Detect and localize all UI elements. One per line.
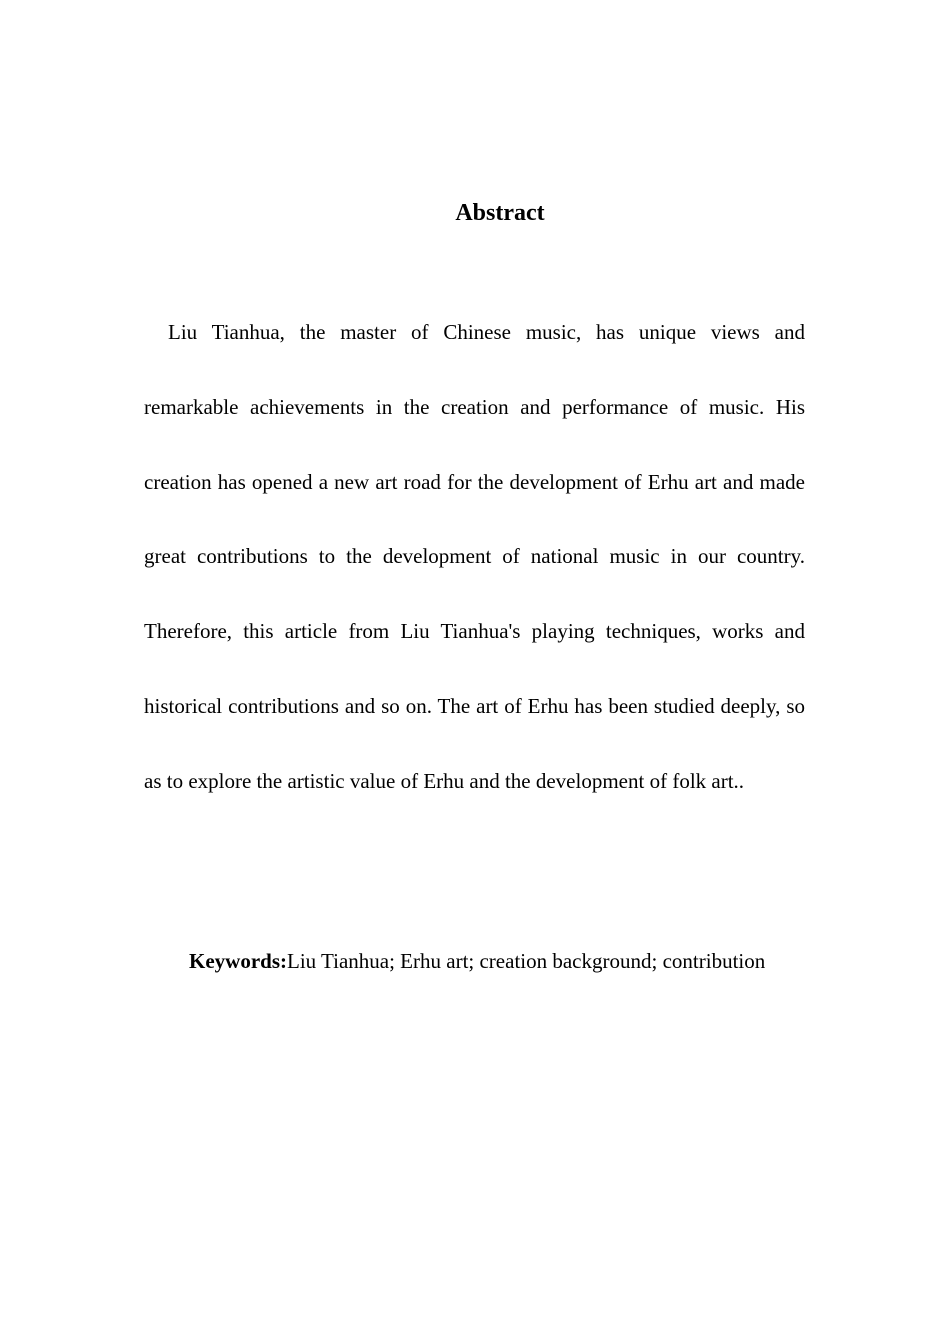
abstract-body: Liu Tianhua, the master of Chinese music, has unique views and remarkable achievements in the creation and performance of music. His creation has opened a new art road for the development of Erhu art and made great contributions to the development of national music in our country. Therefore, this article from Liu Tianhua's playing techniques, works and historical contributions and so on. The art of Erhu has been studied deeply, so as to explore the artistic value of Erhu and the development of folk art.. xyxy=(144,320,805,793)
keywords-label: Keywords: xyxy=(189,949,287,973)
abstract-title: Abstract xyxy=(455,200,545,226)
keywords-line xyxy=(189,945,765,977)
keywords-text: Liu Tianhua; Erhu art; creation background; contribution xyxy=(287,949,766,973)
